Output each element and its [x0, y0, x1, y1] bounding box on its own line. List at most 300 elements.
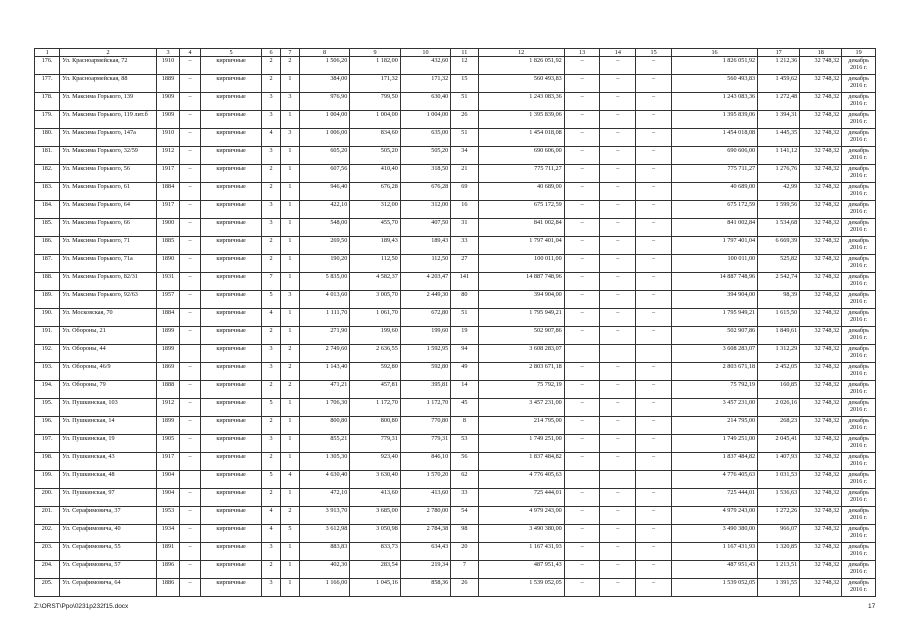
table-cell: 592,80: [400, 363, 450, 381]
table-cell: 195.: [35, 399, 60, 417]
table-cell: 1 445,35: [758, 129, 800, 147]
table-cell: 187.: [35, 255, 60, 273]
table-cell: 32 748,32: [800, 93, 842, 111]
table-cell: –: [636, 327, 672, 345]
table-cell: 53: [451, 435, 478, 453]
table-cell: 177.: [35, 75, 60, 93]
table-cell: 33: [451, 489, 478, 507]
table-cell: Ул. Максима Горького, 71а: [60, 255, 157, 273]
table-cell: 1 141,12: [758, 147, 800, 165]
table-cell: 966,07: [758, 525, 800, 543]
table-cell: 1889: [156, 75, 179, 93]
table-cell: 201.: [35, 507, 60, 525]
table-cell: 4 203,47: [400, 273, 450, 291]
table-cell: 472,10: [299, 489, 349, 507]
table-cell: 841 002,84: [671, 219, 757, 237]
table-cell: [600, 345, 636, 363]
table-cell: 1: [280, 165, 299, 183]
table-cell: Ул. Максима Горького, 139: [60, 93, 157, 111]
table-cell: –: [636, 93, 672, 111]
table-cell: 457,81: [350, 381, 400, 399]
table-cell: 1 536,63: [758, 489, 800, 507]
table-cell: декабрь 2016 г.: [842, 471, 876, 489]
table-row: [35, 93, 876, 111]
table-cell: декабрь 2016 г.: [842, 255, 876, 273]
table-cell: 268,23: [758, 417, 800, 435]
table-cell: 455,70: [350, 219, 400, 237]
table-cell: 1 243 083,36: [671, 93, 757, 111]
table-cell: 1 167 431,93: [478, 543, 564, 561]
column-header: 10: [400, 49, 450, 57]
table-cell: 1 212,36: [758, 57, 800, 75]
table-cell: –: [600, 219, 636, 237]
table-cell: 1: [280, 201, 299, 219]
table-row: [35, 129, 876, 147]
table-cell: 1912: [156, 399, 179, 417]
table-cell: 1890: [156, 255, 179, 273]
table-cell: Ул. Пушкинская, 19: [60, 435, 157, 453]
table-row: [35, 525, 876, 543]
table-cell: Ул. Максима Горького, 119 лит.б: [60, 111, 157, 129]
table-cell: 1 599,56: [758, 201, 800, 219]
table-cell: 7: [262, 273, 281, 291]
table-cell: –: [636, 75, 672, 93]
table-cell: [636, 471, 672, 489]
table-cell: –: [180, 453, 201, 471]
table-cell: 422,10: [299, 201, 349, 219]
table-cell: кирпичные: [201, 183, 262, 201]
table-cell: –: [600, 399, 636, 417]
table-cell: –: [180, 507, 201, 525]
table-cell: –: [180, 255, 201, 273]
table-cell: 1 849,61: [758, 327, 800, 345]
table-cell: 1 391,55: [758, 579, 800, 597]
table-cell: кирпичные: [201, 363, 262, 381]
table-cell: –: [180, 165, 201, 183]
table-cell: –: [636, 453, 672, 471]
table-cell: 1899: [156, 345, 179, 363]
table-cell: 3: [262, 579, 281, 597]
table-cell: 1 795 949,21: [671, 309, 757, 327]
table-cell: кирпичные: [201, 219, 262, 237]
table-cell: –: [180, 75, 201, 93]
table-cell: 676,28: [400, 183, 450, 201]
table-cell: 1 031,53: [758, 471, 800, 489]
table-cell: 75 792,19: [478, 381, 564, 399]
table-cell: 32 748,32: [800, 219, 842, 237]
table-cell: –: [600, 93, 636, 111]
table-cell: 200.: [35, 489, 60, 507]
table-cell: декабрь 2016 г.: [842, 273, 876, 291]
table-cell: 32 748,32: [800, 507, 842, 525]
table-cell: 2: [262, 417, 281, 435]
table-cell: 883,83: [299, 543, 349, 561]
table-cell: 186.: [35, 237, 60, 255]
table-cell: –: [564, 435, 600, 453]
table-cell: –: [600, 111, 636, 129]
table-cell: 1910: [156, 57, 179, 75]
table-cell: 194.: [35, 381, 60, 399]
table-row: [35, 399, 876, 417]
table-cell: 32 748,32: [800, 345, 842, 363]
table-cell: 1884: [156, 309, 179, 327]
table-cell: 3: [280, 129, 299, 147]
table-cell: –: [564, 453, 600, 471]
table-cell: декабрь 2016 г.: [842, 237, 876, 255]
table-cell: 2 026,16: [758, 399, 800, 417]
table-cell: 32 748,32: [800, 471, 842, 489]
table-cell: –: [564, 399, 600, 417]
table-row: [35, 543, 876, 561]
table-cell: 4: [262, 525, 281, 543]
table-cell: 1 394,31: [758, 111, 800, 129]
table-cell: 1: [280, 75, 299, 93]
table-cell: 4 582,37: [350, 273, 400, 291]
table-cell: Ул. Красноармейская, 72: [60, 57, 157, 75]
table-cell: 40 689,00: [671, 183, 757, 201]
table-cell: 1 534,68: [758, 219, 800, 237]
table-cell: –: [600, 381, 636, 399]
table-cell: –: [180, 363, 201, 381]
table-cell: Ул. Красноармейская, 88: [60, 75, 157, 93]
table-cell: 98: [451, 525, 478, 543]
table-cell: 413,60: [350, 489, 400, 507]
table-cell: Ул. Максима Горького, 61: [60, 183, 157, 201]
table-cell: 214 795,00: [671, 417, 757, 435]
table-cell: кирпичные: [201, 309, 262, 327]
table-cell: 189,43: [400, 237, 450, 255]
table-cell: 690 606,00: [478, 147, 564, 165]
table-cell: кирпичные: [201, 525, 262, 543]
table-cell: декабрь 2016 г.: [842, 291, 876, 309]
table-cell: –: [600, 309, 636, 327]
table-cell: декабрь 2016 г.: [842, 165, 876, 183]
table-cell: –: [636, 219, 672, 237]
table-cell: 31: [451, 219, 478, 237]
table-cell: –: [636, 291, 672, 309]
table-cell: 15: [451, 75, 478, 93]
table-cell: –: [180, 381, 201, 399]
table-row: [35, 147, 876, 165]
table-cell: 179.: [35, 111, 60, 129]
table-cell: [600, 471, 636, 489]
table-cell: –: [564, 417, 600, 435]
table-cell: –: [600, 129, 636, 147]
table-cell: 1 272,26: [758, 507, 800, 525]
table-cell: 3 457 231,00: [478, 399, 564, 417]
table-cell: 176.: [35, 57, 60, 75]
table-cell: 502 907,86: [671, 327, 757, 345]
table-cell: кирпичные: [201, 471, 262, 489]
column-header: 2: [60, 49, 157, 57]
table-cell: 725 444,01: [671, 489, 757, 507]
table-cell: –: [600, 291, 636, 309]
table-row: [35, 579, 876, 597]
table-cell: 1 305,30: [299, 453, 349, 471]
table-cell: 8: [451, 417, 478, 435]
table-cell: 219,34: [400, 561, 450, 579]
table-cell: –: [636, 165, 672, 183]
table-cell: 2: [280, 507, 299, 525]
table-row: [35, 273, 876, 291]
table-cell: 2 803 671,18: [478, 363, 564, 381]
table-cell: Ул. Пушкинская, 97: [60, 489, 157, 507]
table-row: [35, 507, 876, 525]
table-cell: 384,00: [299, 75, 349, 93]
table-cell: кирпичные: [201, 579, 262, 597]
table-cell: 2: [262, 57, 281, 75]
table-cell: 318,50: [400, 165, 450, 183]
table-cell: 199,60: [350, 327, 400, 345]
table-cell: 49: [451, 363, 478, 381]
table-cell: 1934: [156, 525, 179, 543]
table-cell: 1917: [156, 201, 179, 219]
table-cell: Ул. Максима Горького, 64: [60, 201, 157, 219]
table-cell: 199.: [35, 471, 60, 489]
table-cell: 32 748,32: [800, 417, 842, 435]
table-cell: 32 748,32: [800, 57, 842, 75]
table-cell: 178.: [35, 93, 60, 111]
table-cell: декабрь 2016 г.: [842, 381, 876, 399]
table-cell: 199,60: [400, 327, 450, 345]
table-cell: –: [564, 147, 600, 165]
table-cell: кирпичные: [201, 399, 262, 417]
table-cell: Ул. Обороны, 46/9: [60, 363, 157, 381]
column-header: 16: [671, 49, 757, 57]
table-cell: 62: [451, 471, 478, 489]
table-cell: 189.: [35, 291, 60, 309]
table-cell: [180, 345, 201, 363]
table-cell: 3: [280, 93, 299, 111]
table-cell: 1 592,95: [400, 345, 450, 363]
table-cell: –: [636, 435, 672, 453]
table-cell: 202.: [35, 525, 60, 543]
table-cell: –: [600, 489, 636, 507]
table-cell: 1900: [156, 219, 179, 237]
column-header: 19: [842, 49, 876, 57]
table-cell: декабрь 2016 г.: [842, 399, 876, 417]
table-row: [35, 561, 876, 579]
table-cell: 32 748,32: [800, 237, 842, 255]
table-cell: 560 493,83: [478, 75, 564, 93]
table-cell: –: [636, 273, 672, 291]
column-header: 5: [201, 49, 262, 57]
table-cell: 923,40: [350, 453, 400, 471]
table-cell: 1885: [156, 237, 179, 255]
table-cell: 976,90: [299, 93, 349, 111]
table-cell: 32 748,32: [800, 291, 842, 309]
table-cell: 1953: [156, 507, 179, 525]
table-cell: 592,80: [350, 363, 400, 381]
table-cell: 1 172,70: [350, 399, 400, 417]
table-cell: 2 045,41: [758, 435, 800, 453]
table-cell: 19: [451, 327, 478, 345]
table-cell: –: [180, 147, 201, 165]
table-cell: 2 449,30: [400, 291, 450, 309]
table-cell: –: [180, 291, 201, 309]
table-cell: 3: [262, 219, 281, 237]
table-cell: 2 542,74: [758, 273, 800, 291]
table-row: [35, 345, 876, 363]
table-row: [35, 417, 876, 435]
table-cell: 1 172,70: [400, 399, 450, 417]
table-cell: кирпичные: [201, 165, 262, 183]
table-cell: кирпичные: [201, 93, 262, 111]
table-cell: декабрь 2016 г.: [842, 561, 876, 579]
table-cell: 799,50: [350, 93, 400, 111]
table-cell: Ул. Обороны, 21: [60, 327, 157, 345]
table-cell: 1886: [156, 579, 179, 597]
table-cell: [636, 345, 672, 363]
table-cell: 45: [451, 399, 478, 417]
table-cell: Ул. Московская, 70: [60, 309, 157, 327]
table-cell: –: [564, 111, 600, 129]
table-cell: 2 784,38: [400, 525, 450, 543]
table-cell: 2 803 671,18: [671, 363, 757, 381]
table-cell: Ул. Пушкинская, 43: [60, 453, 157, 471]
table-cell: –: [636, 309, 672, 327]
table-cell: 548,00: [299, 219, 349, 237]
table-cell: декабрь 2016 г.: [842, 525, 876, 543]
table-cell: 32 748,32: [800, 363, 842, 381]
table-cell: –: [600, 273, 636, 291]
table-cell: 193.: [35, 363, 60, 381]
table-cell: 1: [280, 561, 299, 579]
table-cell: 1 749 251,00: [671, 435, 757, 453]
table-cell: декабрь 2016 г.: [842, 93, 876, 111]
table-cell: кирпичные: [201, 543, 262, 561]
table-cell: 1 004,00: [299, 111, 349, 129]
table-cell: Ул. Обороны, 44: [60, 345, 157, 363]
table-row: [35, 309, 876, 327]
table-cell: декабрь 2016 г.: [842, 111, 876, 129]
table-cell: 32 748,32: [800, 327, 842, 345]
table-cell: 560 493,83: [671, 75, 757, 93]
table-cell: кирпичные: [201, 273, 262, 291]
table-cell: –: [600, 453, 636, 471]
table-cell: 3 490 380,00: [671, 525, 757, 543]
table-cell: –: [564, 75, 600, 93]
table-cell: 402,30: [299, 561, 349, 579]
table-row: [35, 453, 876, 471]
table-cell: кирпичные: [201, 561, 262, 579]
table-row: [35, 381, 876, 399]
table-cell: 635,00: [400, 129, 450, 147]
table-cell: 32 748,32: [800, 75, 842, 93]
table-cell: 98,39: [758, 291, 800, 309]
table-cell: –: [600, 57, 636, 75]
table-cell: декабрь 2016 г.: [842, 345, 876, 363]
table-cell: кирпичные: [201, 129, 262, 147]
table-cell: 80: [451, 291, 478, 309]
table-cell: –: [600, 183, 636, 201]
table-cell: 1: [280, 273, 299, 291]
table-cell: Ул. Серафимовича, 37: [60, 507, 157, 525]
table-cell: 40 689,00: [478, 183, 564, 201]
column-header: 13: [564, 49, 600, 57]
table-cell: 1917: [156, 165, 179, 183]
column-header: 18: [800, 49, 842, 57]
table-cell: –: [180, 399, 201, 417]
table-cell: –: [564, 291, 600, 309]
table-cell: 181.: [35, 147, 60, 165]
table-cell: 1 454 018,08: [671, 129, 757, 147]
table-cell: 775 711,27: [478, 165, 564, 183]
table-cell: 2: [280, 363, 299, 381]
table-cell: –: [180, 219, 201, 237]
table-cell: –: [564, 273, 600, 291]
table-cell: кирпичные: [201, 291, 262, 309]
table-cell: 4: [280, 471, 299, 489]
table-cell: 4: [262, 507, 281, 525]
table-cell: 676,28: [350, 183, 400, 201]
table-cell: –: [180, 111, 201, 129]
table-cell: 855,21: [299, 435, 349, 453]
table-cell: 1: [280, 309, 299, 327]
table-cell: 32 748,32: [800, 165, 842, 183]
table-cell: 1891: [156, 543, 179, 561]
table-cell: 394 904,00: [478, 291, 564, 309]
document-page: [34, 48, 876, 597]
table-cell: –: [636, 525, 672, 543]
table-cell: декабрь 2016 г.: [842, 435, 876, 453]
table-row: [35, 219, 876, 237]
table-cell: 12: [451, 57, 478, 75]
table-cell: 413,60: [400, 489, 450, 507]
table-cell: 69: [451, 183, 478, 201]
table-cell: 2 780,00: [400, 507, 450, 525]
table-cell: 191.: [35, 327, 60, 345]
table-cell: 1 243 083,36: [478, 93, 564, 111]
table-cell: 675 172,59: [671, 201, 757, 219]
table-cell: 3 612,98: [299, 525, 349, 543]
table-cell: 171,32: [350, 75, 400, 93]
table-cell: 32 748,32: [800, 561, 842, 579]
table-cell: кирпичные: [201, 57, 262, 75]
table-cell: кирпичные: [201, 345, 262, 363]
table-cell: 1912: [156, 147, 179, 165]
table-cell: 14: [451, 381, 478, 399]
column-header: 4: [180, 49, 201, 57]
table-cell: 183.: [35, 183, 60, 201]
table-row: [35, 291, 876, 309]
page-number: 17: [868, 603, 876, 610]
table-cell: 605,20: [299, 147, 349, 165]
table-cell: 1 045,16: [350, 579, 400, 597]
table-cell: 1: [280, 255, 299, 273]
table-cell: 779,31: [350, 435, 400, 453]
column-header: 12: [478, 49, 564, 57]
table-cell: 1: [280, 147, 299, 165]
table-cell: 3: [280, 291, 299, 309]
table-cell: Ул. Серафимовича, 64: [60, 579, 157, 597]
table-cell: 2: [262, 561, 281, 579]
table-cell: кирпичные: [201, 327, 262, 345]
table-cell: 5: [262, 471, 281, 489]
table-cell: 185.: [35, 219, 60, 237]
table-cell: –: [180, 201, 201, 219]
table-cell: –: [636, 579, 672, 597]
table-cell: 51: [451, 93, 478, 111]
table-cell: 1 213,51: [758, 561, 800, 579]
table-cell: декабрь 2016 г.: [842, 363, 876, 381]
table-cell: –: [564, 309, 600, 327]
table-cell: 3: [262, 543, 281, 561]
table-cell: Ул. Максима Горького, 147а: [60, 129, 157, 147]
table-cell: 690 606,00: [671, 147, 757, 165]
table-cell: –: [564, 219, 600, 237]
table-cell: 271,90: [299, 327, 349, 345]
